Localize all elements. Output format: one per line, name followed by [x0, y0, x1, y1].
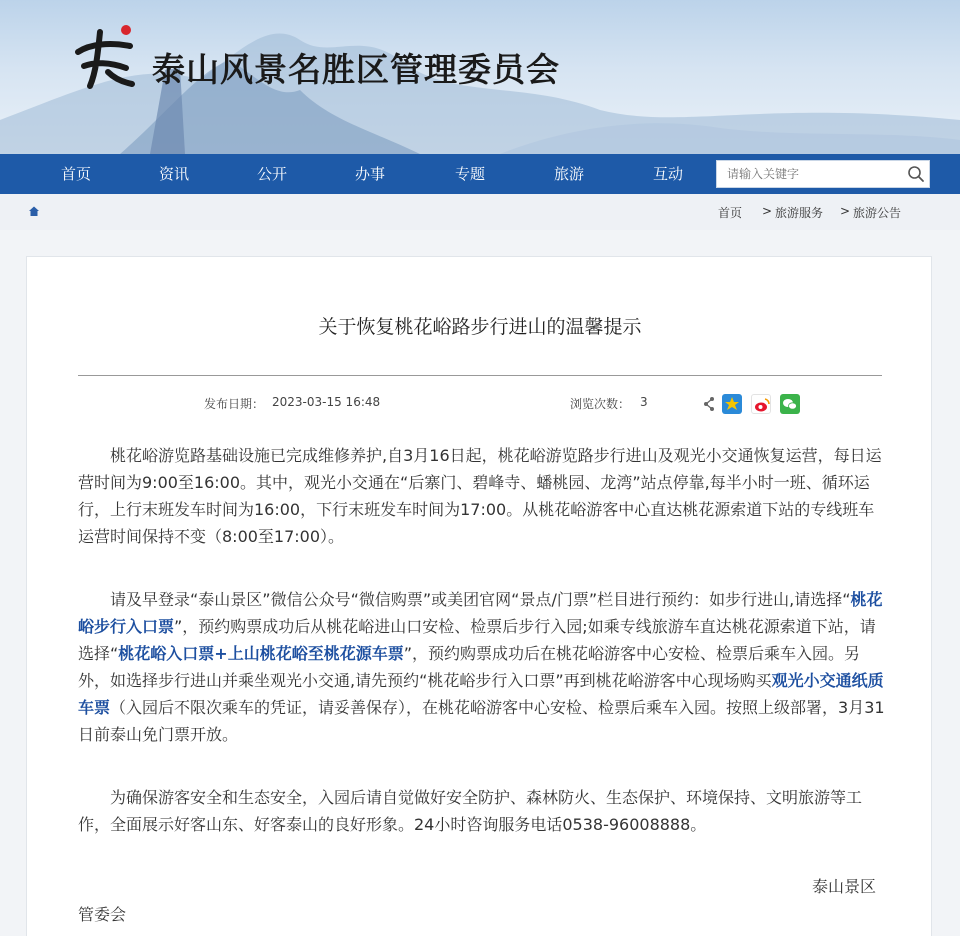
- title-divider: [78, 375, 882, 376]
- breadcrumb-home[interactable]: 首页: [718, 206, 743, 220]
- breadcrumb-tourism-notice[interactable]: 旅游公告: [853, 206, 902, 220]
- publish-date: 2023-03-15 16:48: [272, 395, 381, 409]
- nav-item-home[interactable]: 首页: [60, 165, 91, 183]
- breadcrumb-separator: >: [840, 204, 851, 218]
- paragraph-2-text-d: （入园后不限次乘车的凭证，请妥善保存），在桃花峪游客中心安检、检票后乘车入园。按照上级部署，3月31日前泰山免门票开放。: [78, 698, 885, 744]
- highlight-walking-ticket: 桃花峪步行入口票: [78, 590, 883, 636]
- signature-line-2: 管委会: [78, 905, 127, 924]
- paragraph-2-text-b: ”，预约购票成功后从桃花峪进山口安检、检票后步行入园;如乘专线旅游车直达桃花源索道下站，请选择“: [78, 617, 876, 663]
- wechat-icon[interactable]: [780, 394, 800, 414]
- signature-line-1: 泰山景区: [811, 877, 876, 896]
- paragraph-2-text-c: ”，预约购票成功后在桃花峪游客中心安检、检票后乘车入园。另外，如选择步行进山并乘坐观光小交通,请先预约“桃花峪步行入口票”再到桃花峪游客中心现场购买: [78, 644, 861, 690]
- share-bar: [703, 393, 804, 413]
- breadcrumb-separator: >: [762, 204, 773, 218]
- paragraph-2-text-a: 请及早登录“泰山景区”微信公众号“微信购票”或美团官网“景点/门票”栏目进行预约：如步行进山,请选择“: [110, 590, 851, 609]
- nav-item-news[interactable]: 资讯: [158, 165, 189, 183]
- nav-item-public[interactable]: 公开: [256, 165, 287, 183]
- article-paragraph-2: [78, 586, 888, 748]
- highlight-paper-ticket: 观光小交通纸质车票: [78, 671, 884, 717]
- nav-item-services[interactable]: 办事: [354, 165, 385, 183]
- site-title: 泰山风景名胜区管理委员会: [152, 50, 560, 89]
- nav-item-topics[interactable]: 专题: [454, 165, 485, 183]
- publish-label: 发布日期：: [204, 397, 265, 411]
- nav-item-interact[interactable]: 互动: [652, 165, 683, 183]
- article-paragraph-3: 为确保游客安全和生态安全，入园后请自觉做好安全防护、森林防火、生态保护、环境保持、文明旅游等工作，全面展示好客山东、好客泰山的良好形象。24小时咨询服务电话0538-96008888。: [78, 788, 863, 834]
- search-box: [716, 160, 930, 188]
- nav-item-tourism[interactable]: 旅游: [553, 165, 584, 183]
- search-icon[interactable]: [907, 165, 925, 183]
- views-label: 浏览次数：: [570, 397, 631, 411]
- share-icon[interactable]: [703, 394, 715, 414]
- article-title: 关于恢复桃花峪路步行进山的温馨提示: [318, 316, 642, 338]
- site-banner: [0, 0, 960, 154]
- search-input[interactable]: [717, 161, 903, 187]
- highlight-shuttle-ticket: 桃花峪入口票+上山桃花峪至桃花源车票: [118, 644, 404, 663]
- breadcrumb-tourism-services[interactable]: 旅游服务: [775, 206, 824, 220]
- article-paragraph-1: 桃花峪游览路基础设施已完成维修养护,自3月16日起，桃花峪游览路步行进山及观光小交通恢复运营，每日运营时间为9:00至16:00。其中，观光小交通在“后寨门、碧峰寺、蟠桃园、龙湾”站点停靠,每半小时一班、循环运行，上行末班发车时间为16:00，下行末班发车时间为17:00。从桃花峪游客中心直达桃花源索道下站的专线班车运营时间保持不变（8:00至17:00）。: [78, 446, 882, 546]
- taishan-logo: [70, 22, 142, 92]
- qzone-icon[interactable]: [722, 394, 742, 414]
- views-count: 3: [640, 395, 648, 409]
- home-icon: [28, 205, 40, 217]
- weibo-icon[interactable]: [751, 394, 771, 414]
